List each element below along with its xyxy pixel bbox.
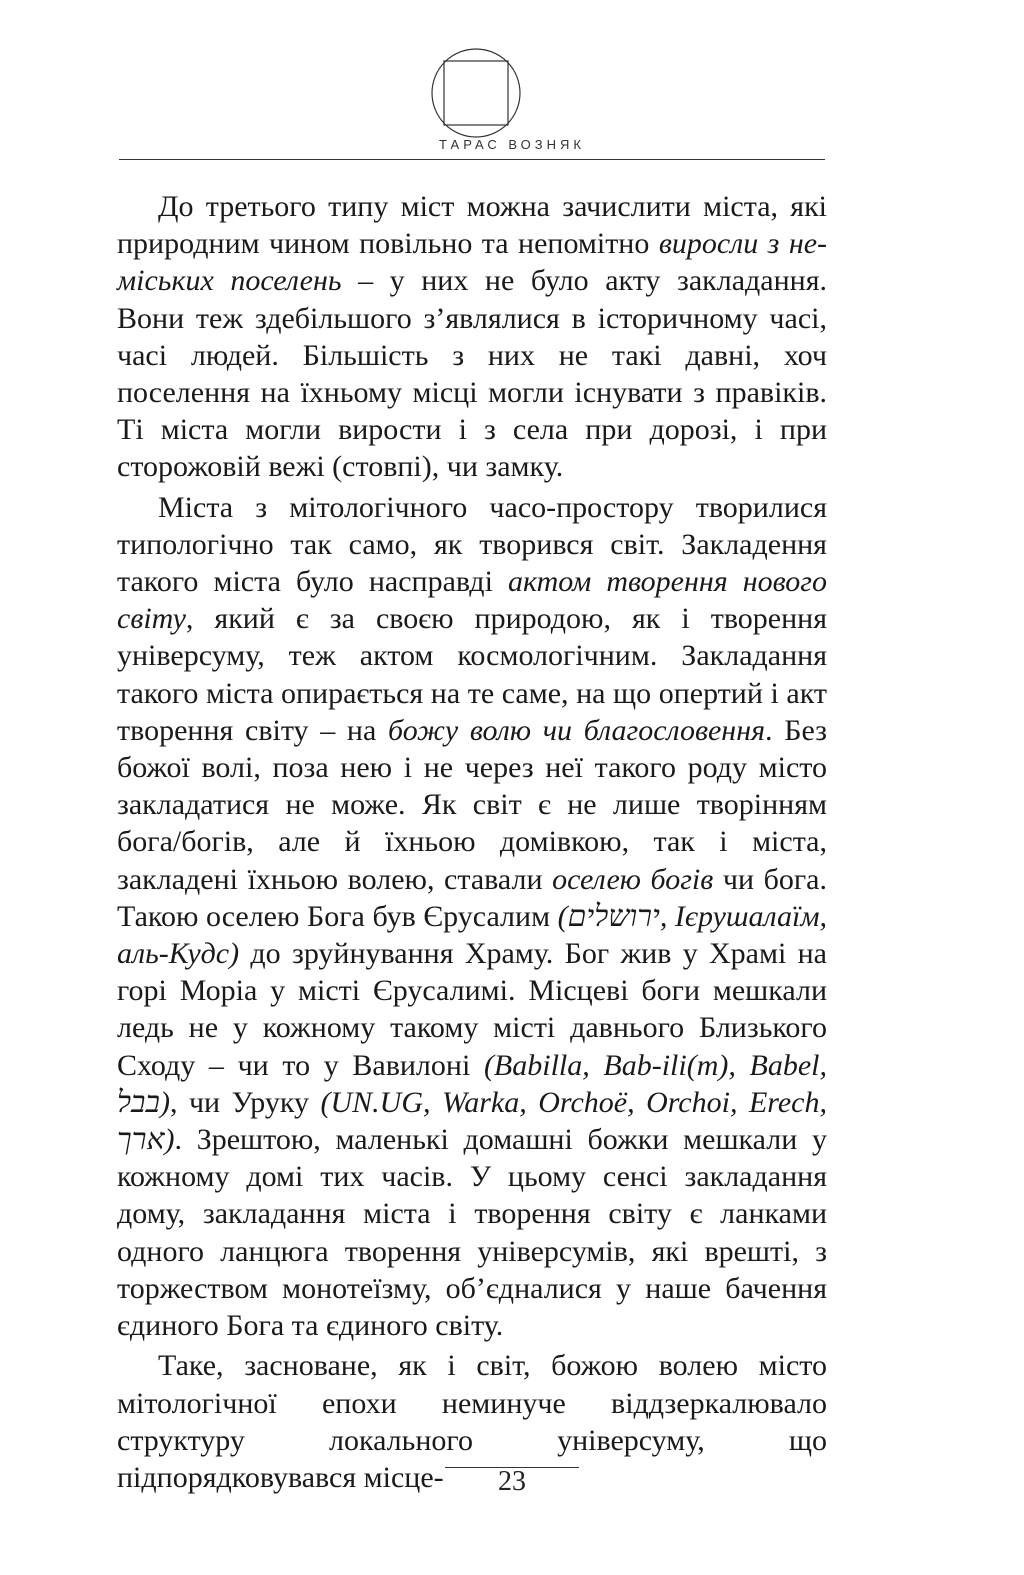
page-number: 23 [498,1466,526,1497]
text-run: До третього типу міст можна зачислити міста, які природним чином повільно та непомітно [117,190,827,261]
text-run: Міста з мітологічного часо-простору творилися типологічно так само, як творився світ. Закладення такого міста було насправді [117,490,827,599]
text-run: . Зрештою, маленькі домашні божки мешкали у кожному домі тих часів. У цьому сенсі закладання дому, закладання міста і творення світу є ланками одного ланцюга творення універсумів, які врешті, з торжеством монотеїзму, об’єдналися у наше бачення єдиного Бога та єдиного світу. [117,1123,827,1343]
italic-text: (Babilla, Bab-ili(m), Babel, בבל) [117,1048,827,1119]
running-header-author: ТАРАС ВОЗНЯК [439,137,585,152]
paragraph [117,489,827,1345]
text-run: , чи Уруку [169,1085,321,1119]
circle-square-logo-icon [430,47,522,139]
body-text [117,188,827,1496]
italic-text: виросли з не-міських поселень [117,227,828,298]
paragraph [117,188,827,486]
text-run: до зруйнування Храму. Бог жив у Храмі на горі Моріа у місті Єрусалимі. Місцеві боги мешкали ледь не у кожному такому місті давнього Близького Сходу – чи то у Вавилоні [117,937,827,1082]
text-run: . Без божої волі, поза нею і не через неї такого роду місто закладатися не може. Як світ є не лише творінням бога/богів, але й їхньою домівкою, так і міста, закладені їхньою волею, ставали [117,713,827,896]
text-run: , який є за своєю природою, як і творення універсуму, теж актом космологічним. Закладання такого міста опирається на те саме, на що опертий і акт творення світу – на [117,602,827,747]
italic-text: (UN.UG, Warka, Orchoë, Orchoi, Erech, ארך) [117,1085,827,1157]
text-run: чи бога. Такою оселею Бога був Єрусалим [117,862,827,933]
italic-text: божу волю чи благословення [388,713,766,747]
text-run: Таке, засноване, як і світ, божою волею місто мітологічної епохи неминуче віддзеркалювало структуру локального універсуму, що підпорядковувався місце- [117,1349,827,1494]
italic-text: (ירושלים, Ієрушалаїм, аль-Кудс) [117,899,827,971]
header-divider [119,159,825,160]
text-run: – у них не було акту закладання. Вони теж здебільшого з’являлися в історичному часі, часі людей. Більшість з них не такі давні, хоч поселення на їхньому місці могли існувати з правіків. Ті міста могли вирости і з села при дорозі, і при сторожовій вежі (стовпі), чи замку. [117,264,828,484]
italic-text: оселею богів [552,862,714,896]
italic-text: актом творення нового світу [117,565,827,636]
